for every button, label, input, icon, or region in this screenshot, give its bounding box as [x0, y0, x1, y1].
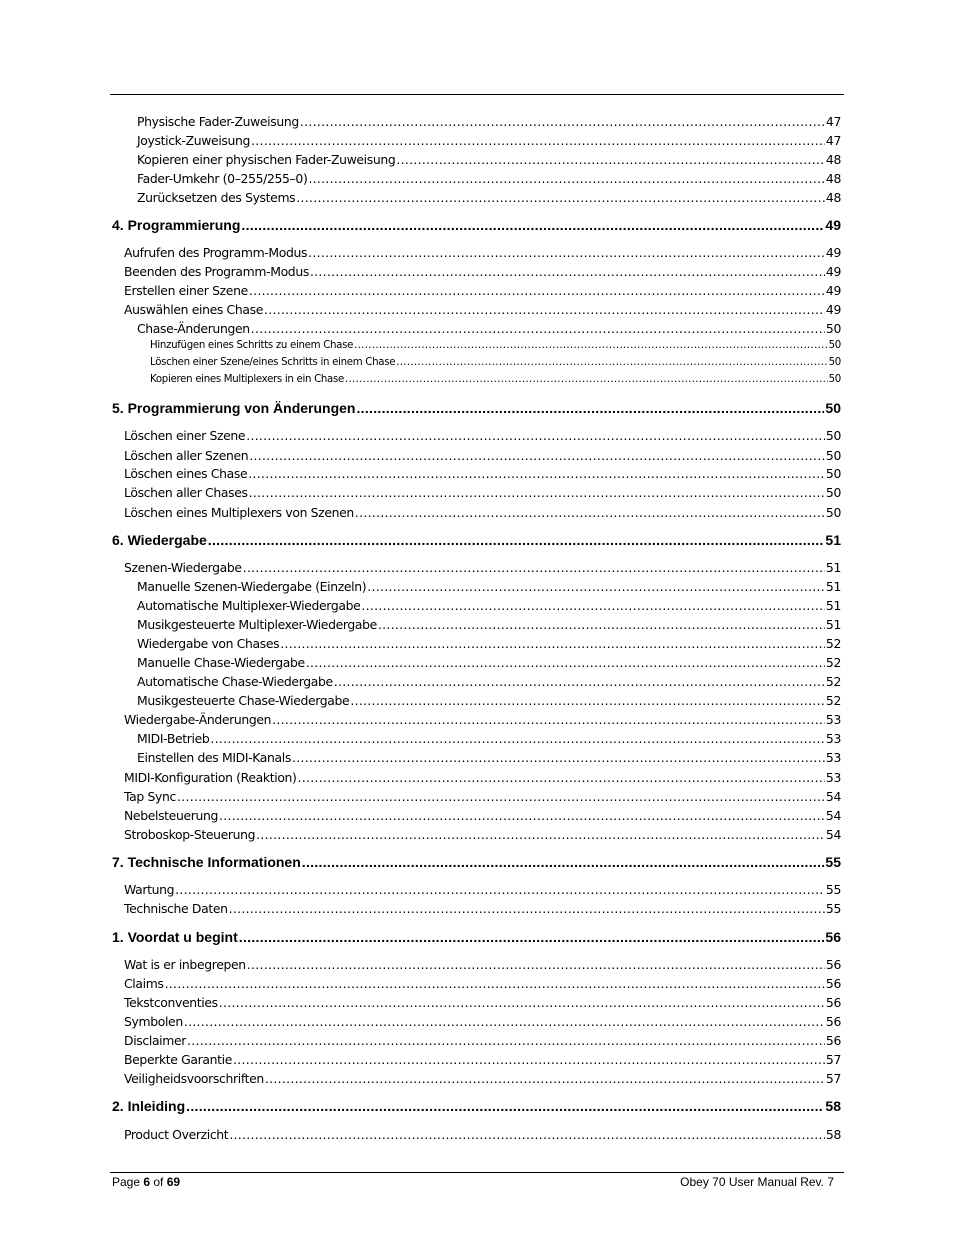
toc-dot-leader	[378, 617, 825, 632]
toc-page-number: 56	[825, 929, 841, 945]
toc-entry[interactable]	[124, 505, 841, 520]
toc-page-number: 50	[825, 321, 841, 336]
toc-entry-title: Nebelsteuerung	[124, 808, 219, 823]
toc-heading[interactable]	[112, 854, 841, 870]
footer-rule	[110, 1172, 844, 1173]
toc-page-number: 50	[825, 505, 841, 520]
toc-entry-title: Wartung	[124, 882, 175, 897]
toc-dot-leader	[302, 854, 825, 870]
toc-page-number: 50	[825, 428, 841, 443]
toc-entry-title: Technische Daten	[124, 901, 228, 916]
toc-page-number: 48	[825, 152, 841, 167]
toc-entry[interactable]	[124, 957, 841, 972]
toc-dot-leader	[354, 340, 828, 351]
toc-page-number: 55	[825, 882, 841, 897]
toc-entry-title: Veiligheidsvoorschriften	[124, 1071, 264, 1086]
toc-dot-leader	[251, 133, 825, 148]
toc-entry-title: 5. Programmierung von Änderungen	[112, 400, 356, 416]
toc-dot-leader	[296, 190, 825, 205]
toc-entry-title: Beperkte Garantie	[124, 1052, 233, 1067]
toc-page-number: 57	[825, 1052, 841, 1067]
toc-page-number: 50	[828, 357, 841, 368]
toc-entry-title: Löschen aller Szenen	[124, 448, 249, 463]
toc-page-number: 51	[825, 617, 841, 632]
toc-page-number: 56	[825, 976, 841, 991]
toc-dot-leader	[298, 770, 825, 785]
toc-heading[interactable]	[112, 217, 841, 233]
toc-dot-leader	[356, 400, 824, 416]
toc-dot-leader	[233, 1052, 825, 1067]
toc-page-number: 51	[825, 598, 841, 613]
toc-heading[interactable]	[112, 929, 841, 945]
toc-entry-title: Wiedergabe von Chases	[137, 636, 280, 651]
toc-entry[interactable]	[124, 882, 841, 897]
toc-page-number: 49	[825, 245, 841, 260]
toc-heading[interactable]	[112, 532, 841, 548]
toc-entry-title: Erstellen einer Szene	[124, 283, 248, 298]
toc-dot-leader	[239, 929, 825, 945]
toc-page-number: 47	[825, 114, 841, 129]
toc-entry[interactable]	[124, 466, 841, 481]
toc-entry[interactable]	[137, 731, 841, 746]
header-rule	[110, 94, 844, 95]
toc-entry-title: Kopieren eines Multiplexers in ein Chase	[150, 374, 344, 385]
toc-dot-leader	[175, 882, 825, 897]
toc-entry[interactable]	[124, 1033, 841, 1048]
toc-dot-leader	[248, 466, 825, 481]
toc-page-number: 57	[825, 1071, 841, 1086]
toc-entry-title: Löschen aller Chases	[124, 485, 248, 500]
toc-entry-title: Zurücksetzen des Systems	[137, 190, 296, 205]
toc-entry-title: Löschen eines Multiplexers von Szenen	[124, 505, 354, 520]
toc-entry-title: Disclaimer	[124, 1033, 187, 1048]
toc-entry[interactable]	[137, 655, 841, 670]
toc-page-number: 53	[825, 731, 841, 746]
toc-dot-leader	[229, 901, 825, 916]
toc-entry-title: Chase-Änderungen	[137, 321, 250, 336]
toc-page-number: 50	[825, 448, 841, 463]
toc-page-number: 51	[825, 532, 841, 548]
toc-dot-leader	[265, 1071, 825, 1086]
toc-dot-leader	[308, 171, 824, 186]
toc-dot-leader	[251, 321, 825, 336]
toc-page-number: 51	[825, 560, 841, 575]
toc-entry-title: Manuelle Szenen-Wiedergabe (Einzeln)	[137, 579, 367, 594]
toc-page-number: 53	[825, 750, 841, 765]
toc-page-number: 49	[825, 217, 841, 233]
toc-entry[interactable]	[124, 560, 841, 575]
toc-entry[interactable]	[124, 712, 841, 727]
toc-dot-leader	[355, 505, 825, 520]
toc-page-number: 48	[825, 190, 841, 205]
toc-dot-leader	[361, 598, 825, 613]
toc-entry-title: Claims	[124, 976, 164, 991]
toc-entry[interactable]	[124, 1127, 841, 1142]
toc-page-number: 49	[825, 283, 841, 298]
toc-entry-title: Fader-Umkehr (0–255/255–0)	[137, 171, 308, 186]
toc-page-number: 52	[825, 655, 841, 670]
toc-dot-leader	[264, 302, 825, 317]
toc-entry[interactable]	[124, 264, 841, 279]
toc-page-number: 52	[825, 693, 841, 708]
toc-entry-title: Auswählen eines Chase	[124, 302, 263, 317]
toc-entry-title: Symbolen	[124, 1014, 183, 1029]
toc-entry[interactable]	[124, 302, 841, 317]
toc-dot-leader	[187, 1033, 825, 1048]
toc-dot-leader	[246, 428, 825, 443]
toc-entry-title: Automatische Chase-Wiedergabe	[137, 674, 333, 689]
toc-entry-title: 1. Voordat u begint	[112, 929, 238, 945]
toc-dot-leader	[184, 1014, 825, 1029]
toc-dot-leader	[345, 374, 828, 385]
toc-dot-leader	[208, 532, 825, 548]
toc-dot-leader	[292, 750, 825, 765]
toc-entry-title: Löschen einer Szene/eines Schritts in einem Chase	[150, 357, 396, 368]
toc-entry-title: Szenen-Wiedergabe	[124, 560, 242, 575]
toc-entry-title: Aufrufen des Programm-Modus	[124, 245, 308, 260]
toc-dot-leader	[249, 485, 825, 500]
toc-dot-leader	[177, 789, 825, 804]
toc-entry-title: Tap Sync	[124, 789, 176, 804]
toc-page-number: 50	[825, 466, 841, 481]
toc-entry-title: 4. Programmierung	[112, 217, 241, 233]
toc-page-number: 54	[825, 827, 841, 842]
toc-entry-title: Wat is er inbegrepen	[124, 957, 246, 972]
toc-entry-title: MIDI-Betrieb	[137, 731, 210, 746]
toc-dot-leader	[243, 560, 825, 575]
toc-entry-title: Product Overzicht	[124, 1127, 229, 1142]
toc-page-number: 50	[828, 374, 841, 385]
toc-entry[interactable]	[137, 152, 841, 167]
toc-page-number: 54	[825, 808, 841, 823]
toc-dot-leader	[229, 1127, 825, 1142]
toc-dot-leader	[396, 152, 825, 167]
toc-entry[interactable]	[124, 1052, 841, 1067]
toc-dot-leader	[367, 579, 825, 594]
toc-entry[interactable]	[137, 693, 841, 708]
toc-heading[interactable]	[112, 400, 841, 416]
toc-dot-leader	[308, 245, 825, 260]
toc-dot-leader	[165, 976, 825, 991]
toc-entry-title: Löschen einer Szene	[124, 428, 246, 443]
toc-page-number: 51	[825, 579, 841, 594]
toc-entry[interactable]	[124, 428, 841, 443]
toc-entry-title: Löschen eines Chase	[124, 466, 248, 481]
toc-entry[interactable]	[124, 1014, 841, 1029]
toc-entry[interactable]	[150, 340, 841, 351]
toc-entry[interactable]	[124, 976, 841, 991]
toc-entry-title: MIDI-Konfiguration (Reaktion)	[124, 770, 297, 785]
toc-dot-leader	[280, 636, 825, 651]
toc-entry-title: Einstellen des MIDI-Kanals	[137, 750, 291, 765]
toc-entry[interactable]	[137, 190, 841, 205]
toc-dot-leader	[210, 731, 825, 746]
toc-dot-leader	[306, 655, 825, 670]
toc-page-number: 48	[825, 171, 841, 186]
manual-title: Obey 70 User Manual Rev. 7	[680, 1175, 834, 1189]
toc-dot-leader	[219, 808, 825, 823]
toc-page-number: 53	[825, 770, 841, 785]
toc-entry-title: Musikgesteuerte Multiplexer-Wiedergabe	[137, 617, 377, 632]
toc-dot-leader	[396, 357, 827, 368]
toc-page-number: 54	[825, 789, 841, 804]
toc-entry[interactable]	[124, 245, 841, 260]
toc-page-number: 49	[825, 264, 841, 279]
toc-entry[interactable]	[137, 598, 841, 613]
toc-entry[interactable]	[124, 789, 841, 804]
toc-dot-leader	[249, 283, 825, 298]
toc-entry-title: 2. Inleiding	[112, 1098, 186, 1114]
toc-entry[interactable]	[137, 579, 841, 594]
toc-entry[interactable]	[137, 133, 841, 148]
toc-dot-leader	[334, 674, 825, 689]
toc-entry[interactable]	[150, 357, 841, 368]
toc-page-number: 55	[825, 854, 841, 870]
toc-dot-leader	[241, 217, 824, 233]
toc-entry-title: Beenden des Programm-Modus	[124, 264, 309, 279]
toc-page-number: 49	[825, 302, 841, 317]
toc-entry[interactable]	[124, 770, 841, 785]
toc-dot-leader	[219, 995, 825, 1010]
toc-entry[interactable]	[137, 617, 841, 632]
toc-page-number: 52	[825, 636, 841, 651]
toc-page-number: 56	[825, 995, 841, 1010]
toc-entry[interactable]	[150, 374, 841, 385]
toc-dot-leader	[249, 448, 825, 463]
toc-entry[interactable]	[124, 827, 841, 842]
toc-page-number: 55	[825, 901, 841, 916]
toc-dot-leader	[300, 114, 825, 129]
toc-entry[interactable]	[124, 448, 841, 463]
toc-entry-title: Automatische Multiplexer-Wiedergabe	[137, 598, 361, 613]
toc-entry[interactable]	[137, 114, 841, 129]
toc-dot-leader	[186, 1098, 824, 1114]
toc-page-number: 56	[825, 1014, 841, 1029]
toc-entry-title: Joystick-Zuweisung	[137, 133, 251, 148]
toc-entry-title: Stroboskop-Steuerung	[124, 827, 256, 842]
toc-entry[interactable]	[137, 321, 841, 336]
toc-entry-title: Kopieren einer physischen Fader-Zuweisung	[137, 152, 396, 167]
toc-dot-leader	[247, 957, 825, 972]
toc-entry-title: Tekstconventies	[124, 995, 218, 1010]
page-number: Page 6 of 69	[112, 1175, 181, 1189]
toc-page-number: 58	[825, 1098, 841, 1114]
toc-page-number: 50	[825, 485, 841, 500]
toc-page-number: 50	[825, 400, 841, 416]
toc-entry-title: Wiedergabe-Änderungen	[124, 712, 272, 727]
toc-entry-title: Physische Fader-Zuweisung	[137, 114, 299, 129]
toc-entry-title: Musikgesteuerte Chase-Wiedergabe	[137, 693, 350, 708]
toc-heading[interactable]	[112, 1098, 841, 1114]
toc-page-number: 52	[825, 674, 841, 689]
toc-entry[interactable]	[124, 901, 841, 916]
toc-page-number: 50	[828, 340, 841, 351]
toc-entry[interactable]	[137, 171, 841, 186]
toc-page-number: 56	[825, 957, 841, 972]
toc-entry[interactable]	[124, 808, 841, 823]
toc-entry-title: Manuelle Chase-Wiedergabe	[137, 655, 305, 670]
toc-entry[interactable]	[124, 283, 841, 298]
toc-entry[interactable]	[124, 485, 841, 500]
toc-entry-title: Hinzufügen eines Schritts zu einem Chase	[150, 340, 354, 351]
toc-dot-leader	[256, 827, 825, 842]
toc-entry-title: 6. Wiedergabe	[112, 532, 207, 548]
toc-dot-leader	[272, 712, 825, 727]
toc-dot-leader	[310, 264, 825, 279]
toc-page-number: 56	[825, 1033, 841, 1048]
toc-entry[interactable]	[124, 1071, 841, 1086]
toc-entry[interactable]	[137, 636, 841, 651]
toc-entry[interactable]	[124, 995, 841, 1010]
toc-entry-title: 7. Technische Informationen	[112, 854, 301, 870]
toc-page-number: 53	[825, 712, 841, 727]
toc-page-number: 47	[825, 133, 841, 148]
toc-page-number: 58	[825, 1127, 841, 1142]
toc-entry[interactable]	[137, 750, 841, 765]
toc-entry[interactable]	[137, 674, 841, 689]
toc-dot-leader	[350, 693, 825, 708]
